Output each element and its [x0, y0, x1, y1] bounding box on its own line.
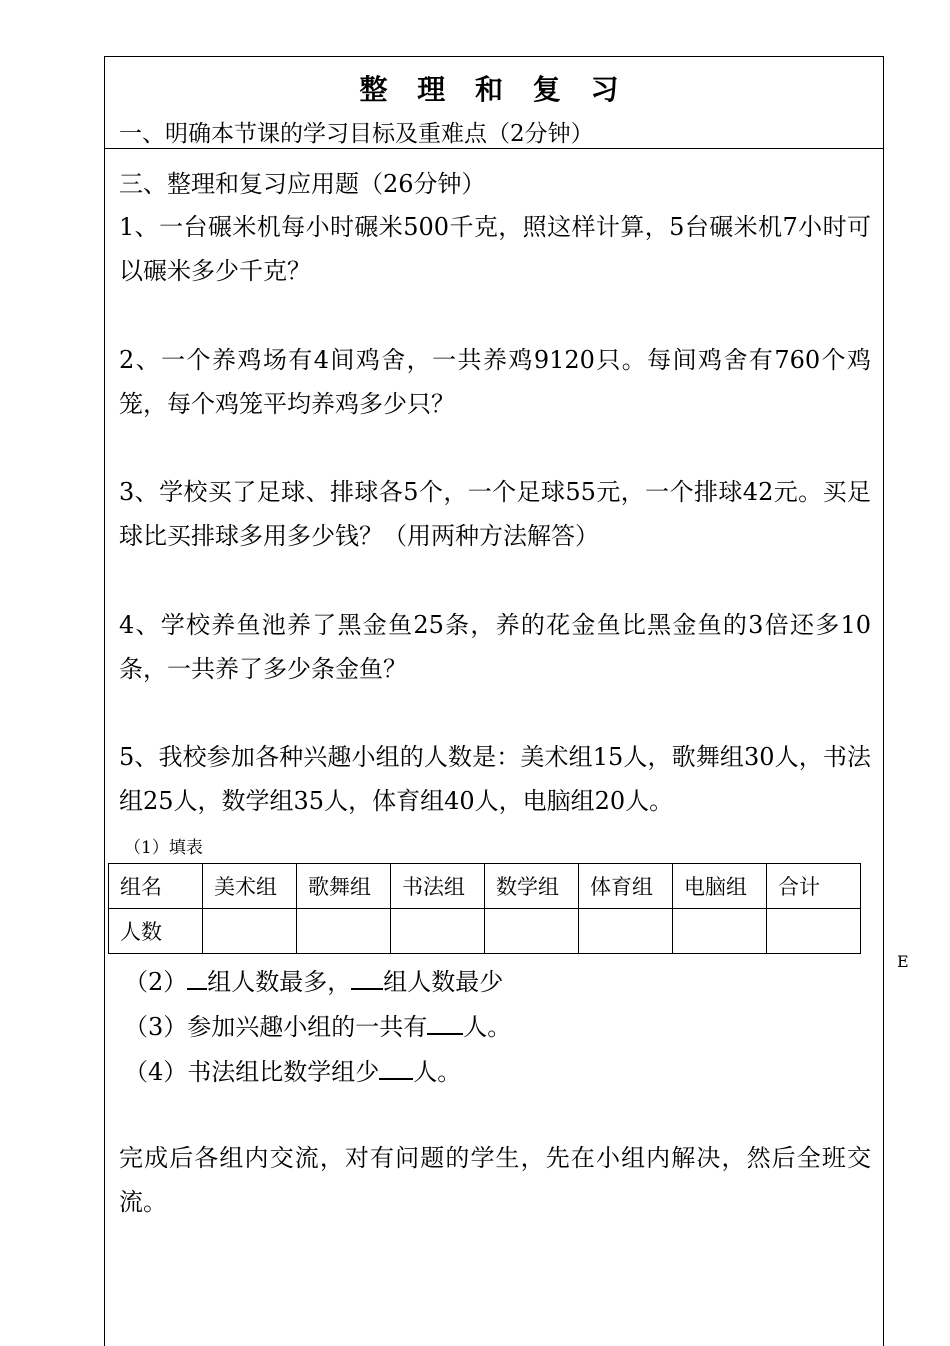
answer-blank: [379, 1048, 413, 1080]
sub-question-2-suffix: 组人数最少: [383, 968, 504, 996]
answer-blank: [427, 1003, 463, 1035]
sub-question-3-suffix: 人。: [463, 1013, 512, 1041]
table-header-row: [109, 864, 861, 909]
question-3: 3、学校买了足球、排球各5个，一个足球55元，一个排球42元。买足球比买排球多用多少钱？（用两种方法解答）: [119, 478, 871, 550]
table-blank-cell: [297, 909, 391, 954]
group-count-table: [108, 863, 861, 954]
table-blank-cell: [673, 909, 767, 954]
table-blank-cell: [767, 909, 861, 954]
closing-instruction: 完成后各组内交流，对有问题的学生，先在小组内解决，然后全班交流。: [119, 1144, 871, 1216]
table-header-cell: 歌舞组: [297, 864, 391, 909]
section-1-heading: 一、明确本节课的学习目标及重难点（2分钟）: [119, 121, 594, 147]
table-header-cell: 电脑组: [673, 864, 767, 909]
question-5: 5、我校参加各种兴趣小组的人数是：美术组15人，歌舞组30人，书法组25人，数学组35人，体育组40人，电脑组20人。: [119, 743, 871, 815]
sub-question-3: [124, 1003, 511, 1049]
table-row: [109, 909, 861, 954]
sub-question-4: [124, 1048, 461, 1094]
sub-question-2: [124, 958, 503, 1004]
sub-question-4-prefix: （4）书法组比数学组少: [124, 1058, 380, 1086]
table-row-label: 人数: [109, 909, 203, 954]
sub-question-2-prefix: （2）: [124, 968, 188, 996]
table-blank-cell: [485, 909, 579, 954]
table-blank-cell: [579, 909, 673, 954]
margin-mark: E: [897, 952, 909, 971]
answer-blank: [351, 958, 383, 990]
question-4: 4、学校养鱼池养了黑金鱼25条，养的花金鱼比黑金鱼的3倍还多10条，一共养了多少条金鱼？: [119, 611, 871, 683]
table-header-cell: 书法组: [391, 864, 485, 909]
page-title: 整 理 和 复 习: [359, 73, 629, 106]
question-1: 1、一台碾米机每小时碾米500千克，照这样计算，5台碾米机7小时可以碾米多少千克？: [119, 213, 871, 285]
table-header-cell: 数学组: [485, 864, 579, 909]
sub-question-3-prefix: （3）参加兴趣小组的一共有: [124, 1013, 428, 1041]
table-blank-cell: [391, 909, 485, 954]
answer-blank: [187, 958, 207, 990]
question-2: 2、一个养鸡场有4间鸡舍，一共养鸡9120只。每间鸡舍有760个鸡笼，每个鸡笼平均养鸡多少只？: [119, 346, 871, 418]
sub-question-4-suffix: 人。: [413, 1058, 462, 1086]
table-header-cell: 合计: [767, 864, 861, 909]
table-header-cell: 组名: [109, 864, 203, 909]
table-blank-cell: [203, 909, 297, 954]
table-header-cell: 体育组: [579, 864, 673, 909]
section-3-heading: 三、整理和复习应用题（26分钟）: [119, 170, 486, 198]
fill-table-caption: （1）填表: [124, 838, 203, 858]
sub-question-2-mid: 组人数最多，: [207, 968, 352, 996]
table-header-cell: 美术组: [203, 864, 297, 909]
